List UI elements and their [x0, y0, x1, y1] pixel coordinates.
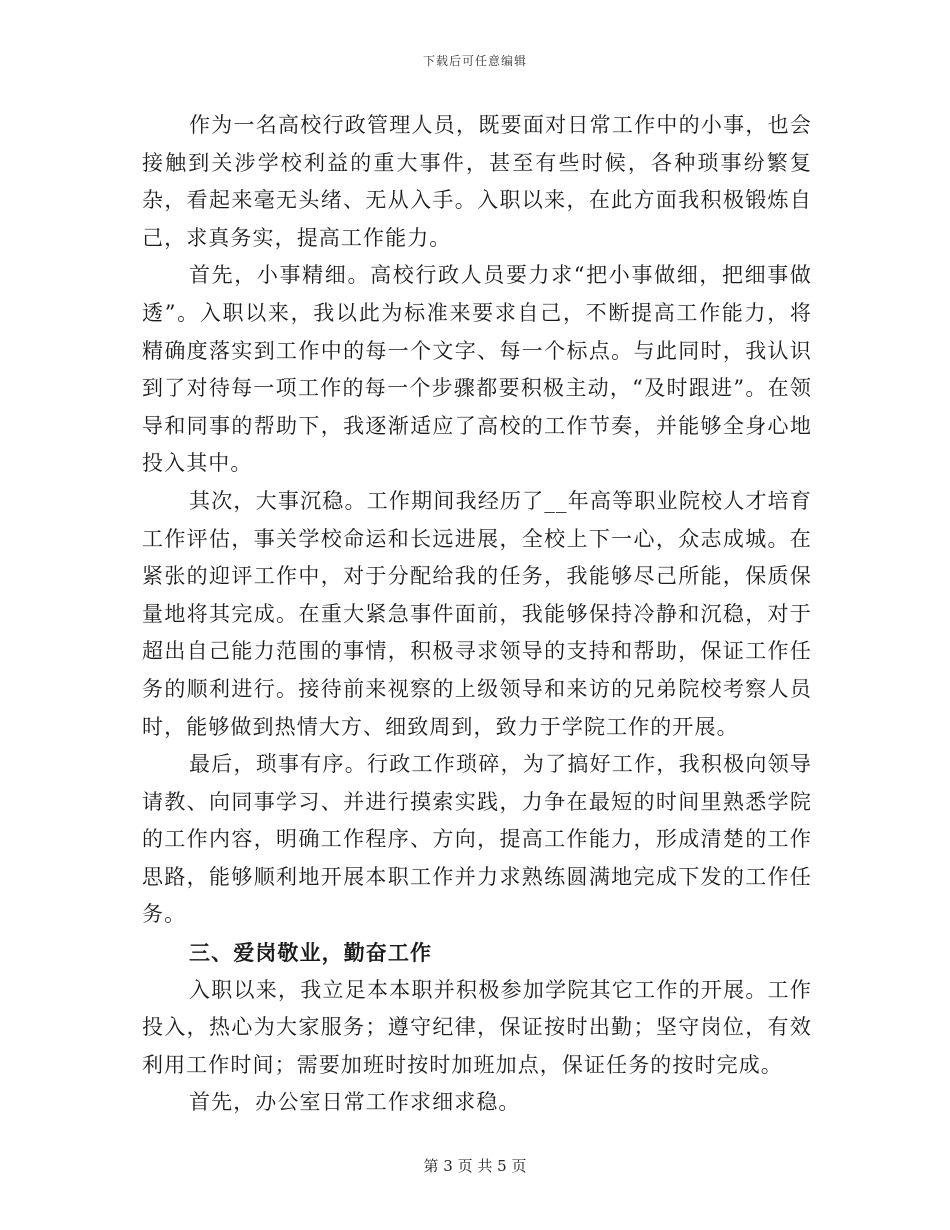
page-number: 第 3 页 共 5 页 [423, 1157, 527, 1175]
paragraph-dedication: 入职以来，我立足本本职并积极参加学院其它工作的开展。工作投入，热心为大家服务；遵守纪律，保证按时出勤；坚守岗位，有效利用工作时间；需要加班时按时加班加点，保证任务的按时完成。 [142, 977, 812, 1077]
page-header: 下载后可任意编辑 [422, 54, 527, 68]
paragraph-intro: 作为一名高校行政管理人员，既要面对日常工作中的小事，也会接触到关涉学校利益的重大事件，甚至有些时候，各种琐事纷繁复杂，看起来毫无头绪、无从入手。入职以来，在此方面我积极锻炼自己，求真务实，提高工作能力。 [142, 113, 812, 250]
paragraph-small-matters: 首先，小事精细。高校行政人员要力求“把小事做细，把细事做透”。入职以来，我以此为标准来要求自己，不断提高工作能力，将精确度落实到工作中的每一个文字、每一个标点。与此同时，我认识到了对待每一项工作的每一个步骤都要积极主动，“及时跟进”。在领导和同事的帮助下，我逐渐适应了高校的工作节奏，并能够全身心地投入其中。 [142, 263, 812, 476]
paragraph-big-matters: 其次，大事沉稳。工作期间我经历了__年高等职业院校人才培育工作评估，事关学校命运和长远进展，全校上下一心，众志成城。在紧张的迎评工作中，对于分配给我的任务，我能够尽己所能，保质保量地将其完成。在重大紧急事件面前，我能够保持冷静和沉稳，对于超出自己能力范围的事情，积极寻求领导的支持和帮助，保证工作任务的顺利进行。接待前来视察的上级领导和来访的兄弟院校考察人员时，能够做到热情大方、细致周到，致力于学院工作的开展。 [142, 488, 812, 739]
document-body [142, 107, 812, 1122]
paragraph-office-work: 首先，办公室日常工作求细求稳。 [189, 1090, 521, 1115]
paragraph-trivial-matters: 最后，琐事有序。行政工作琐碎，为了搞好工作，我积极向领导请教、向同事学习、并进行摸索实践，力争在最短的时间里熟悉学院的工作内容，明确工作程序、方向，提高工作能力，形成清楚的工作思路，能够顺利地开展本职工作并力求熟练圆满地完成下发的工作任务。 [142, 752, 812, 927]
section-heading-3: 三、爱岗敬业，勤奋工作 [189, 940, 433, 966]
